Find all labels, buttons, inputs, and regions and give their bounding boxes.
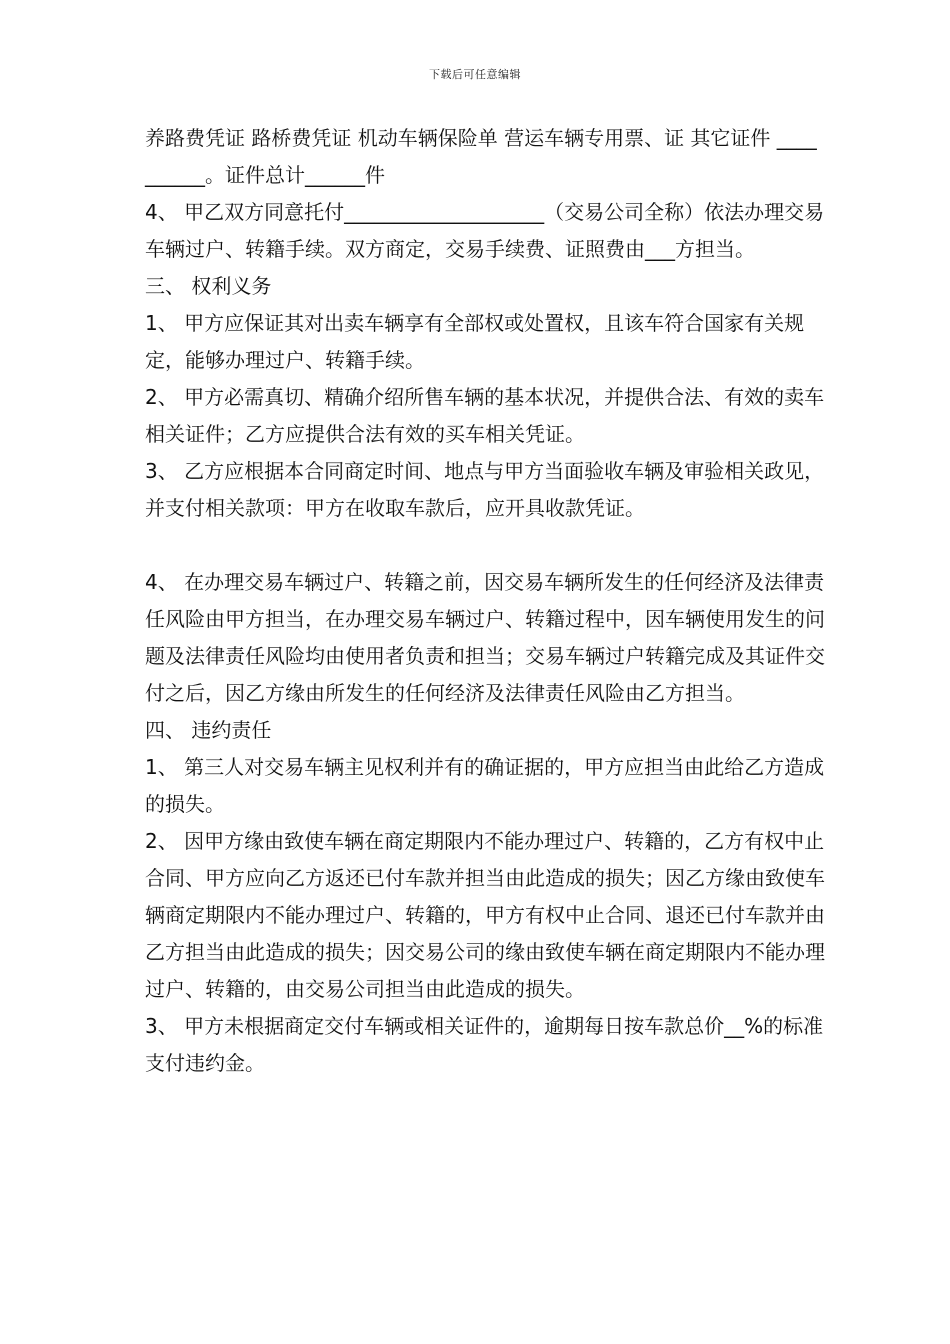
paragraph-liability-2: 2、 因甲方缘由致使车辆在商定期限内不能办理过户、转籍的，乙方有权中止合同、甲方应向乙方返还已付车款并担当由此造成的损失；因乙方缘由致使车辆商定期限内不能办理过户、转籍的，甲方有权中止合同、退还已付车款并由乙方担当由此造成的损失；因交易公司的缘由致使车辆在商定期限内不能办理过户、转籍的，由交易公司担当由此造成的损失。 [145,829,825,1001]
section-heading-liability: 四、 违约责任 [145,718,272,742]
paragraph-rights-3: 3、 乙方应根据本合同商定时间、地点与甲方当面验收车辆及审验相关政见，并支付相关款项：甲方在收取车款后，应开具收款凭证。 [145,459,825,520]
paragraph-clause-4-transfer: 4、 甲乙双方同意托付____________________（交易公司全称）依法办理交易车辆过户、转籍手续。双方商定，交易手续费、证照费由___方担当。 [145,200,825,261]
paragraph-rights-1: 1、 甲方应保证其对出卖车辆享有全部权或处置权，且该车符合国家有关规定，能够办理过户、转籍手续。 [145,311,805,372]
paragraph-rights-2: 2、 甲方必需真切、精确介绍所售车辆的基本状况，并提供合法、有效的卖车相关证件；乙方应提供合法有效的买车相关凭证。 [145,385,825,446]
paragraph-liability-3: 3、 甲方未根据商定交付车辆或相关证件的，逾期每日按车款总价__%的标准支付违约金。 [145,1014,824,1075]
paragraph-certificates: 养路费凭证 路桥费凭证 机动车辆保险单 营运车辆专用票、证 其它证件 __________。证件总计______件 [145,126,817,187]
paragraph-rights-4: 4、 在办理交易车辆过户、转籍之前，因交易车辆所发生的任何经济及法律责任风险由甲方担当，在办理交易车辆过户、转籍过程中，因车辆使用发生的问题及法律责任风险均由使用者负责和担当；交易车辆过户转籍完成及其证件交付之后，因乙方缘由所发生的任何经济及法律责任风险由乙方担当。 [145,570,825,705]
section-heading-rights: 三、 权利义务 [145,274,272,298]
page-header: 下载后可任意编辑 [429,68,521,81]
document-body [145,120,825,1082]
paragraph-liability-1: 1、 第三人对交易车辆主见权利并有的确证据的，甲方应担当由此给乙方造成的损失。 [145,755,825,816]
